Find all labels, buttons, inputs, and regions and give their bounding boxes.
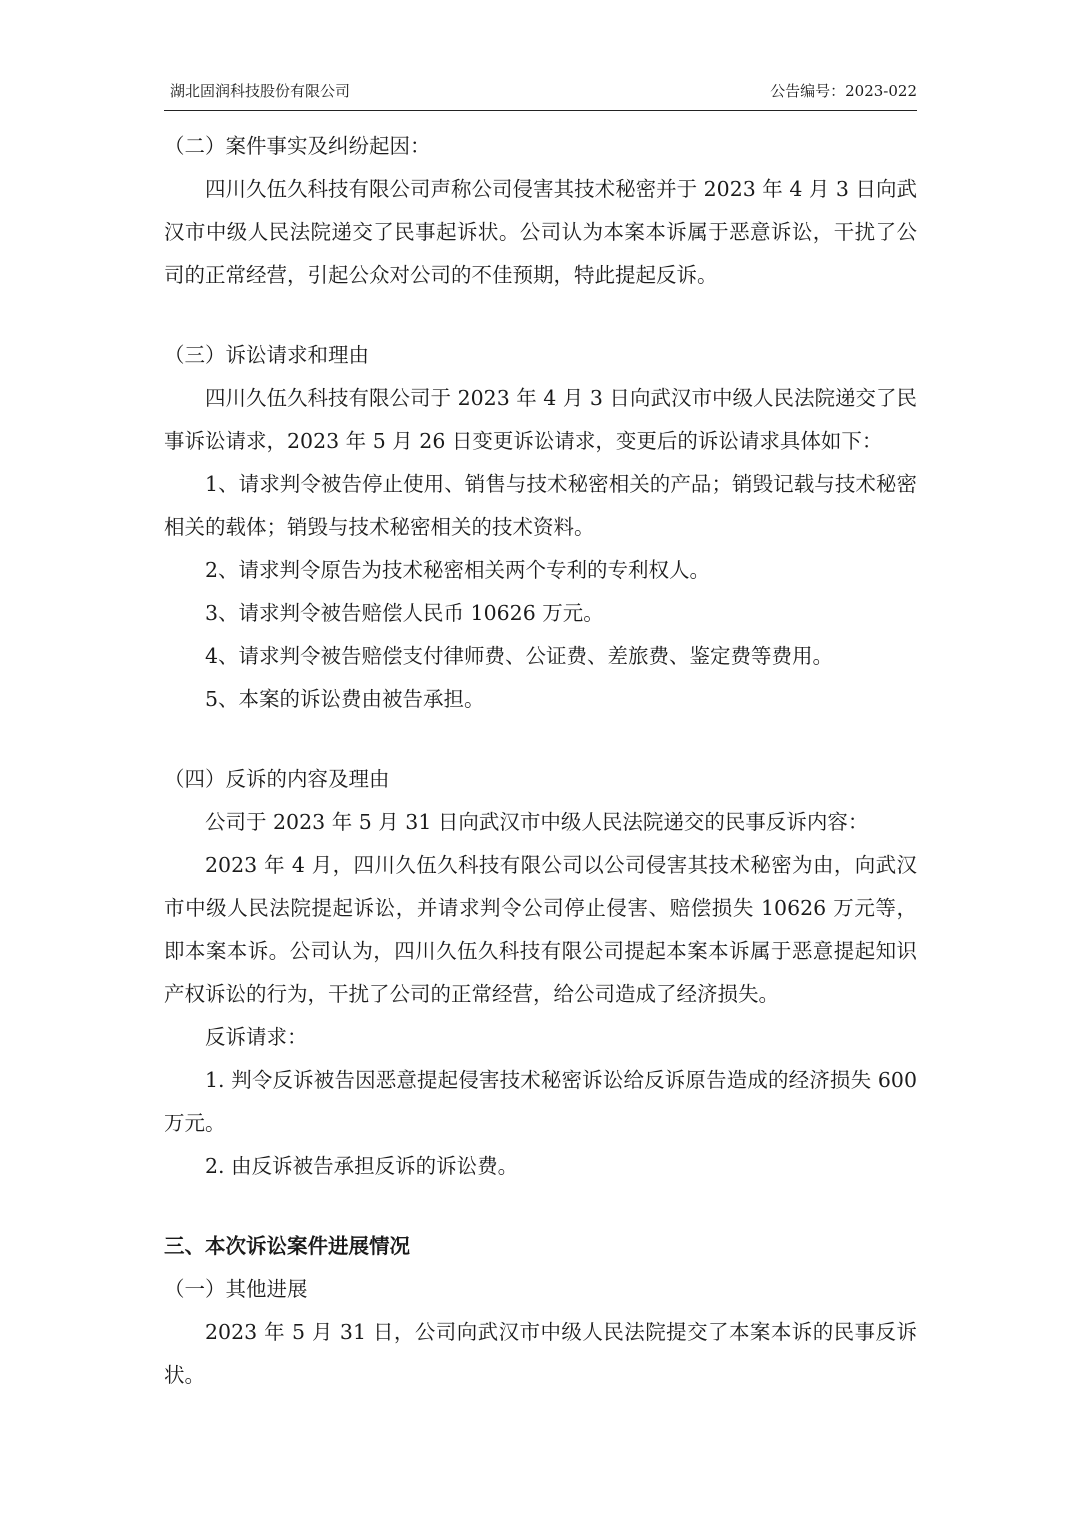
- counterclaim-item: 1. 判令反诉被告因恶意提起侵害技术秘密诉讼给反诉原告造成的经济损失 600 万元。: [164, 1068, 917, 1135]
- page-header: [164, 76, 917, 111]
- spacer: [164, 297, 917, 334]
- part-3-heading: 三、本次诉讼案件进展情况: [164, 1234, 410, 1258]
- claim-item: 4、请求判令被告赔偿支付律师费、公证费、差旅费、鉴定费等费用。: [205, 644, 834, 668]
- counterclaim-label: 反诉请求：: [205, 1025, 308, 1049]
- claim-item: 1、请求判令被告停止使用、销售与技术秘密相关的产品；销毁记载与技术秘密相关的载体；销毁与技术秘密相关的技术资料。: [164, 472, 917, 539]
- section-4-paragraph-1: 公司于 2023 年 5 月 31 日向武汉市中级人民法院递交的民事反诉内容：: [205, 810, 869, 834]
- document-body: [164, 125, 917, 1397]
- company-name: 湖北固润科技股份有限公司: [170, 82, 351, 100]
- section-2-heading: （二）案件事实及纠纷起因：: [164, 134, 431, 158]
- spacer: [164, 1188, 917, 1225]
- section-2-paragraph: 四川久伍久科技有限公司声称公司侵害其技术秘密并于 2023 年 4 月 3 日向武汉市中级人民法院递交了民事起诉状。公司认为本案本诉属于恶意诉讼，干扰了公司的正常经营，引起公众对公司的不佳预期，特此提起反诉。: [164, 177, 917, 287]
- claim-item: 3、请求判令被告赔偿人民币 10626 万元。: [205, 601, 604, 625]
- part-3-sub-heading: （一）其他进展: [164, 1277, 308, 1301]
- claim-item: 5、本案的诉讼费由被告承担。: [205, 687, 485, 711]
- counterclaim-item: 2. 由反诉被告承担反诉的诉讼费。: [205, 1154, 519, 1178]
- claim-item: 2、请求判令原告为技术秘密相关两个专利的专利权人。: [205, 558, 711, 582]
- section-3-paragraph: 四川久伍久科技有限公司于 2023 年 4 月 3 日向武汉市中级人民法院递交了民事诉讼请求，2023 年 5 月 26 日变更诉讼请求，变更后的诉讼请求具体如下：: [164, 386, 917, 453]
- part-3-paragraph: 2023 年 5 月 31 日，公司向武汉市中级人民法院提交了本案本诉的民事反诉状。: [164, 1320, 917, 1387]
- spacer: [164, 721, 917, 758]
- notice-number: 公告编号：2023-022: [770, 82, 917, 100]
- section-4-paragraph-2: 2023 年 4 月，四川久伍久科技有限公司以公司侵害其技术秘密为由，向武汉市中级人民法院提起诉讼，并请求判令公司停止侵害、赔偿损失 10626 万元等，即本案本诉。公司认为，四川久伍久科技有限公司提起本案本诉属于恶意提起知识产权诉讼的行为，干扰了公司的正常经营，给公司造成了经济损失。: [164, 853, 917, 1006]
- section-4-heading: （四）反诉的内容及理由: [164, 767, 390, 791]
- section-3-heading: （三）诉讼请求和理由: [164, 343, 369, 367]
